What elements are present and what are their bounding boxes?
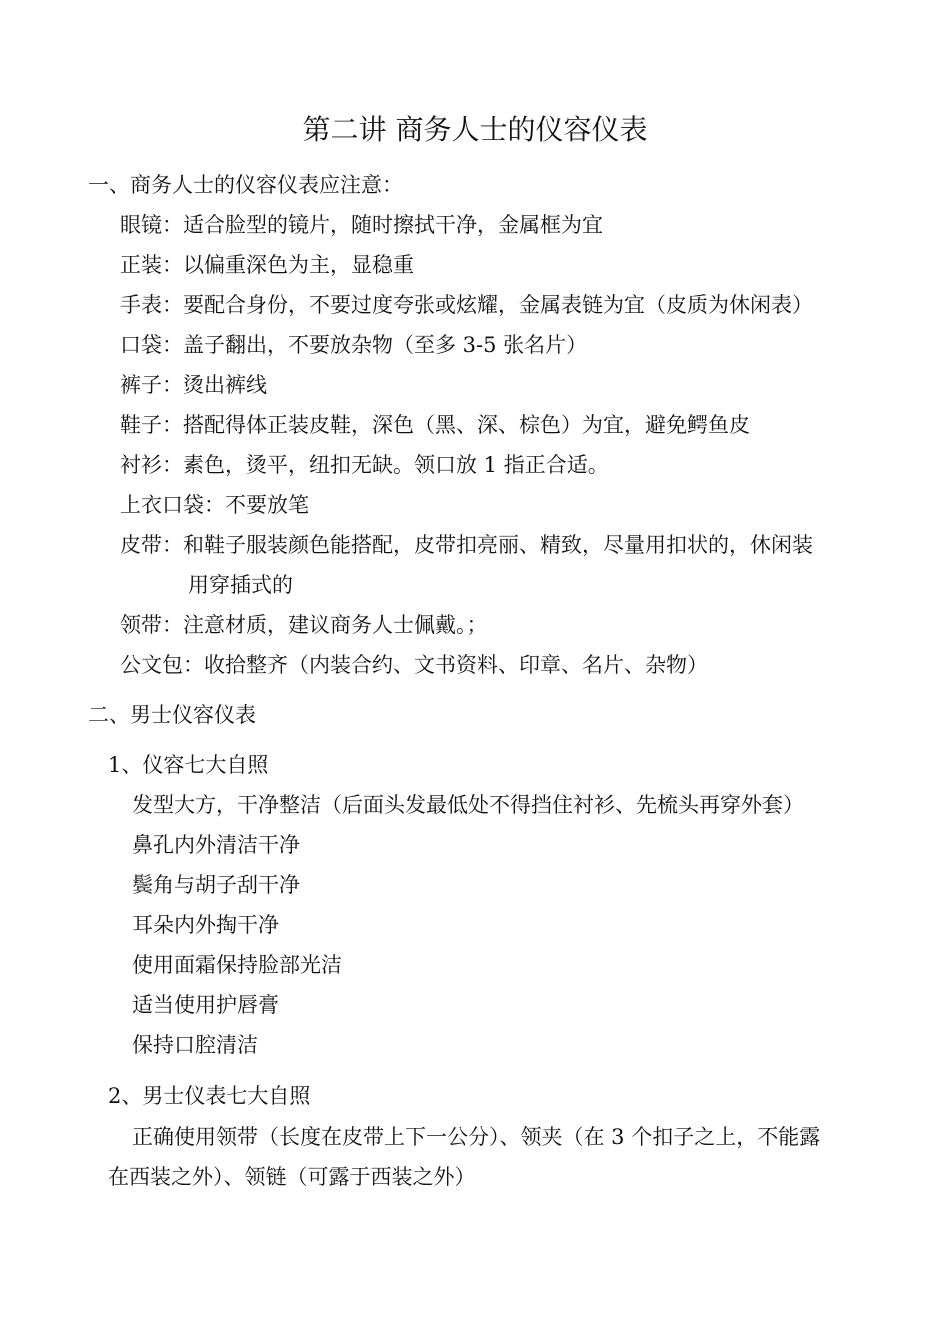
list-item: 领带：注意材质，建议商务人士佩戴。； [120, 613, 488, 637]
subsection-heading-2: 2、男士仪表七大自照 [108, 1084, 311, 1108]
list-item: 眼镜：适合脸型的镜片，随时擦拭干净，金属框为宜 [120, 213, 603, 237]
list-item: 皮带：和鞋子服装颜色能搭配，皮带扣亮丽、精致，尽量用扣状的，休闲装 [120, 533, 813, 557]
paragraph-line: 在西装之外）、领链（可露于西装之外） [108, 1165, 476, 1189]
list-item: 手表：要配合身份，不要过度夸张或炫耀，金属表链为宜（皮质为休闲表） [120, 293, 813, 317]
section-heading-2: 二、男士仪容仪表 [88, 703, 256, 727]
list-item: 发型大方，干净整洁（后面头发最低处不得挡住衬衫、先梳头再穿外套） [132, 793, 804, 817]
list-item-continuation: 用穿插式的 [188, 573, 293, 597]
list-item: 裤子：烫出裤线 [120, 373, 267, 397]
list-item: 耳朵内外掏干净 [132, 913, 279, 937]
list-item: 上衣口袋：不要放笔 [120, 493, 309, 517]
list-item: 保持口腔清洁 [132, 1033, 258, 1057]
list-item: 鞋子：搭配得体正装皮鞋，深色（黑、深、棕色）为宜，避免鳄鱼皮 [120, 413, 750, 437]
list-item: 适当使用护唇膏 [132, 993, 279, 1017]
paragraph-line: 正确使用领带（长度在皮带上下一公分）、领夹（在 3 个扣子之上，不能露 [132, 1125, 821, 1149]
page-title: 第二讲 商务人士的仪容仪表 [302, 113, 648, 146]
list-item: 公文包：收拾整齐（内装合约、文书资料、印章、名片、杂物） [120, 653, 708, 677]
subsection-heading-1: 1、仪容七大自照 [108, 753, 269, 777]
section-heading-1: 一、商务人士的仪容仪表应注意： [88, 173, 403, 197]
list-item: 正装：以偏重深色为主，显稳重 [120, 253, 414, 277]
list-item: 衬衫：素色，烫平，纽扣无缺。领口放 1 指正合适。 [120, 453, 609, 477]
list-item: 鼻孔内外清洁干净 [132, 833, 300, 857]
list-item: 使用面霜保持脸部光洁 [132, 953, 342, 977]
list-item: 口袋：盖子翻出，不要放杂物（至多 3-5 张名片） [120, 333, 588, 357]
list-item: 鬓角与胡子刮干净 [132, 873, 300, 897]
